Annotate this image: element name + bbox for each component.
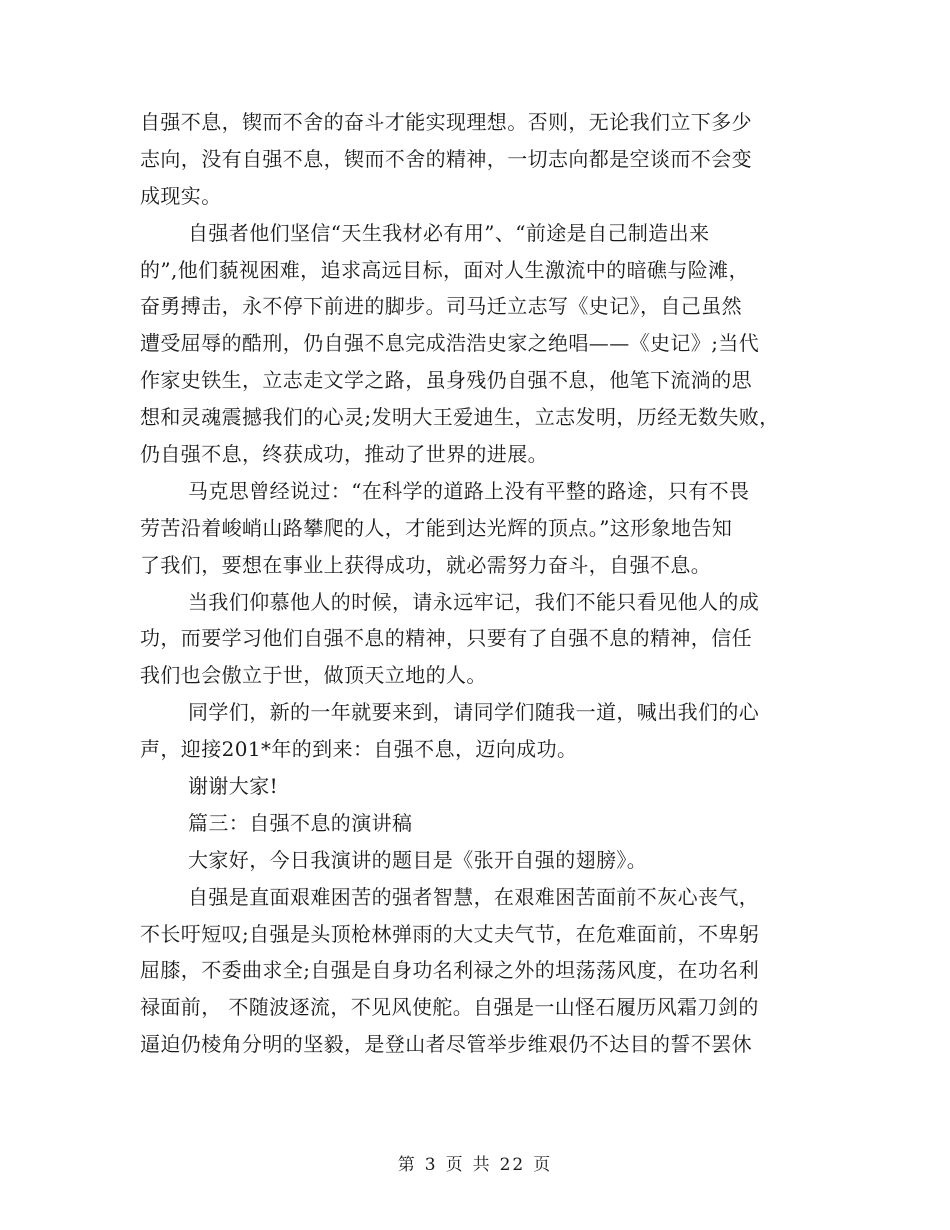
text-line: 马克思曾经说过：“在科学的道路上没有平整的路途，只有不畏 [188,478,750,503]
text-line: 逼迫仍棱角分明的坚毅，是登山者尽管举步维艰仍不达目的誓不罢休 [140,1032,752,1057]
text-line: 的”,他们藐视困难，追求高远目标，面对人生激流中的暗礁与险滩， [140,257,749,282]
page-footer [0,1150,950,1175]
text-line: 志向，没有自强不息，锲而不舍的精神，一切志向都是空谈而不会变 [140,146,752,171]
text-line: 奋勇搏击，永不停下前进的脚步。司马迁立志写《史记》，自己虽然 [140,294,742,319]
text-line: 禄面前， 不随波逐流，不见风使舵。自强是一山怪石履历风霜刀剑的 [140,995,759,1020]
text-line: 自强者他们坚信“天生我材必有用”、“前途是自己制造出来 [188,220,710,245]
footer-total-word: 共 [472,1155,492,1175]
text-line: 谢谢大家! [188,774,279,799]
text-line: 同学们，新的一年就要来到，请同学们随我一道，喊出我们的心 [188,700,760,725]
text-line: 功，而要学习他们自强不息的精神，只要有了自强不息的精神，信任 [140,626,752,651]
text-line: 我们也会傲立于世，做顶天立地的人。 [140,663,487,688]
text-line: 成现实。 [140,183,222,208]
footer-suffix: 页 [533,1155,553,1175]
footer-prefix: 第 [397,1155,417,1175]
text-line: 篇三：自强不息的演讲稿 [188,810,413,835]
text-line: 遭受屈辱的酷刑，仍自强不息完成浩浩史家之绝唱——《史记》;当代 [140,331,760,356]
footer-page-word: 页 [445,1155,465,1175]
text-line: 当我们仰慕他人的时候，请永远牢记，我们不能只看见他人的成 [188,589,760,614]
text-line: 自强不息，锲而不舍的奋斗才能实现理想。否则，无论我们立下多少 [140,110,752,134]
text-line: 仍自强不息，终获成功，推动了世界的进展。 [140,442,548,467]
text-line: 声，迎接201*年的到来：自强不息，迈向成功。 [140,737,578,762]
text-line: 屈膝，不委曲求全;自强是自身功名利禄之外的坦荡荡风度，在功名利 [140,958,760,983]
text-line: 不长吁短叹;自强是头顶枪林弹雨的大丈夫气节，在危难面前，不卑躬 [140,921,760,946]
text-line: 大家好，今日我演讲的题目是《张开自强的翅膀》。 [188,847,648,872]
text-line: 作家史铁生，立志走文学之路，虽身残仍自强不息，他笔下流淌的思 [140,368,752,393]
text-line: 想和灵魂震撼我们的心灵;发明大王爱迪生，立志发明，历经无数失败， [140,405,780,430]
text-line: 劳苦沿着峻峭山路攀爬的人，才能到达光辉的顶点。”这形象地告知 [140,515,733,540]
footer-total-pages: 22 [499,1155,526,1175]
text-line: 自强是直面艰难困苦的强者智慧，在艰难困苦面前不灰心丧气， [188,884,760,909]
body-text [140,104,820,1063]
text-line: 了我们，要想在事业上获得成功，就必需努力奋斗，自强不息。 [140,552,712,577]
footer-current-page: 3 [424,1155,438,1175]
